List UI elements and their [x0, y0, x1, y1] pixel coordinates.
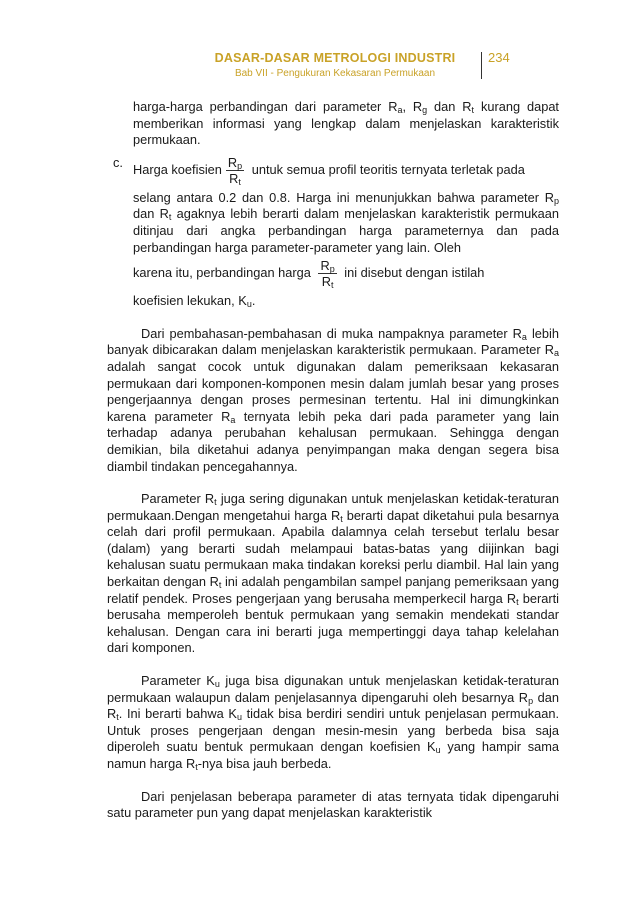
list-item-c — [113, 154, 559, 310]
item-c-line-fraction: Harga koefisien $\frac{R_p}{R_t}$ untuk semua profil teoritis ternyata terletak pada — [133, 154, 525, 187]
running-header — [150, 50, 520, 81]
paragraph-1: Dari pembahasan-pembahasan di muka nampaknya parameter $R_a$ lebih banyak dibicarakan dalam menjelaskan karakteristik permukaan. Parameter $R_a$ adalah sangat cocok untuk digunakan dalam pemeriksaan kekasaran permukaan dari komponen-komponen mesin dalam jumlah besar yang proses pengerjaannya dengan proses permesinan tertentu. Hal ini dimungkinkan karena parameter $R_a$ ternyata lebih peka dari pada parameter yang lain terhadap adanya perubahan kehalusan permukaan. Sehingga dengan demikian, bila diketahui adanya penyimpangan maka dengan segera bisa diambil tindakan pencegahannya. — [107, 325, 559, 474]
item-c-line-fraction-2: karena itu, perbandingan harga $\frac{R_p}{R_t}$ ini disebut dengan istilah — [133, 258, 485, 291]
header-title: DASAR-DASAR METROLOGI INDUSTRI — [214, 51, 456, 65]
item-c-text: selang antara 0.2 dan 0.8. Harga ini menunjukkan bahwa parameter $R_p$ dan $R_t$ agaknya lebih berarti dalam menjelaskan karakteristik permukaan ditinjau dari angka perbandingan harga parameternya dan pada perbandingan harga parameter-parameter yang lain. Oleh — [133, 189, 559, 255]
list-label: c. — [113, 154, 123, 170]
body-content — [107, 99, 559, 822]
item-b-continuation: harga-harga perbandingan dari parameter $R_a$, $R_g$ dan $R_t$ kurang dapat memberikan informasi yang lengkap dalam menjelaskan karakteristik permukaan. — [133, 99, 559, 148]
page-number: 234 — [488, 50, 510, 65]
header-subtitle: Bab VII - Pengukuran Kekasaran Permukaan — [234, 68, 436, 79]
fraction-rp-rt: $\frac{R_p}{R_t}$ — [227, 154, 243, 187]
paragraph-3: Parameter $K_u$ juga bisa digunakan untuk menjelaskan ketidak-teraturan permukaan walaupun dalam penjelasannya dipengaruhi oleh besarnya $R_p$ dan $R_t$. Ini berarti bahwa $K_u$ tidak bisa berdiri sendiri untuk penjelasan permukaan. Untuk proses pengerjaan dengan mesin-mesin yang berbeda bisa saja diperoleh suatu bentuk permukaan dengan koefisien $K_u$ yang hampir sama namun harga $R_t$-nya bisa jauh berbeda. — [107, 673, 560, 772]
paragraph-4: Dari penjelasan beberapa parameter di atas ternyata tidak dipengaruhi satu parameter pun yang dapat menjelaskan karakteristik — [107, 788, 559, 821]
header-divider — [481, 52, 482, 79]
fraction-rp-rt-2: $\frac{R_p}{R_t}$ — [320, 258, 335, 291]
paragraph-2: Parameter $R_t$ juga sering digunakan untuk menjelaskan ketidak-teraturan permukaan.Dengan mengetahui harga $R_t$ berarti dapat diketahui pula besarnya celah dari profil permukaan. Apabila dalamnya celah tersebut terlalu besar (dalam) yang berarti sudah melampaui batas-batas yang diijinkan bagi kehalusan suatu permukaan maka tindakan koreksi perlu diambil. Hal lain yang berkaitan dengan $R_t$ ini adalah pengambilan sampel panjang pemeriksaan yang relatif pendek. Proses pengerjaan yang berusaha memperkecil harga $R_t$ berarti berusaha memperoleh bentuk permukaan yang semakin mendekati standar kehalusan. Dengan cara ini berarti juga mempertinggi daya tahap kelelahan dari komponen. — [107, 491, 559, 656]
item-c-end: koefisien lekukan, $K_u$. — [133, 293, 256, 310]
